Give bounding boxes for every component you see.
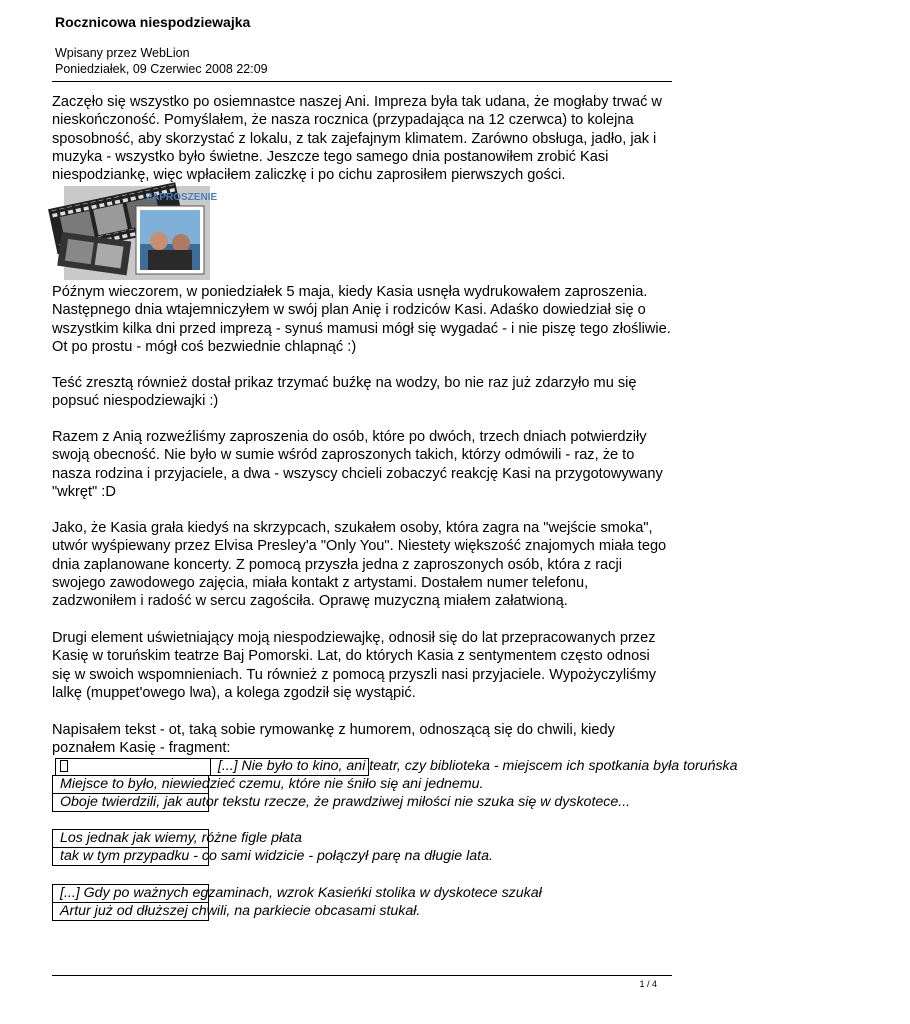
paragraph-3: Teść zresztą również dostał prikaz trzymać buźkę na wodzy, bo nie raz już zdarzyło mu się popsuć niespodziewajki :) xyxy=(52,375,637,410)
missing-glyph-icon xyxy=(60,760,68,772)
footer-divider xyxy=(52,975,672,976)
paragraph-1: Zaczęło się wszystko po osiemnastce naszej Ani. Impreza była tak udana, że mogłaby trwać w nieskończoność. Pomyślałem, że nasza rocznica (przypadająca na 12 czerwca) to kolejna sposobność, aby skorzystać z lokalu, z tak zajefajnym klimatem. Zarówno obsługa, jadło, jak i muzyka - wszystko było świetne. Jeszcze tego samego dnia postanowiłem zrobić Kasi niespodziankę, więc wpłaciłem zaliczkę i po cichu zaprosiłem pierwszych gości. xyxy=(52,94,662,184)
author-line: Wpisany przez WebLion xyxy=(55,46,190,60)
article-title: Rocznicowa niespodziewajka xyxy=(55,14,251,30)
poem-line: Artur już od dłuższej chwili, na parkiecie obcasami stukał. xyxy=(60,903,421,919)
placeholder-box xyxy=(55,758,211,776)
poem-line: Miejsce to było, niewiedzieć czemu, które nie śniło się ani jednemu. xyxy=(60,776,484,792)
header-divider xyxy=(52,81,672,82)
paragraph-4: Razem z Anią rozweźliśmy zaproszenia do osób, które po dwóch, trzech dniach potwierdziły swoją obecność. Nie było w sumie wśród zaproszonych takich, którzy odmówili - raz, że to nasza rodzina i przyjaciele, a dwa - wszyscy chcieli zobaczyć reakcję Kasi na przygotowywany "wkręt" :D xyxy=(52,429,663,500)
poem-line: tak w tym przypadku - co sami widzicie - połączył parę na długie lata. xyxy=(60,848,493,864)
poem-line: Oboje twierdzili, jak autor tekstu rzecze, że prawdziwej miłości nie szuka się w dyskotece... xyxy=(60,794,631,810)
paragraph-6: Drugi element uświetniający moją niespodziewajkę, odnosił się do lat przepracowanych przez Kasię w toruńskim teatrze Baj Pomorski. Lat, do których Kasia z sentymentem często odnosi się w swoich wspomnieniach. Tu również z pomocą przyszli nasi przyjaciele. Wypożyczyliśmy lalkę (muppet'owego lwa), a kolega zgodził się wystąpić. xyxy=(52,630,657,701)
invitation-photo xyxy=(64,186,218,280)
paragraph-5: Jako, że Kasia grała kiedyś na skrzypcach, szukałem osoby, która zagra na "wejście smoka", utwór wyśpiewany przez Elvisa Presley'a "Only You". Niestety większość znajomych miała tego dnia zaplanowane koncerty. Z pomocą przyszła jedna z zaproszonych osób, która z racji swojego zawodowego zajęcia, miała kontakt z artystami. Dostałem numer telefonu, zadzwoniłem i radość w sercu zagościła. Oprawę muzyczną miałem załatwioną. xyxy=(52,520,667,610)
poem-line: [...] Nie było to kino, ani teatr, czy biblioteka - miejscem ich spotkania była toruńska xyxy=(210,758,738,774)
page-number: 1 / 4 xyxy=(639,979,657,989)
date-line: Poniedziałek, 09 Czerwiec 2008 22:09 xyxy=(55,62,268,76)
invitation-photo-caption: ZAPROSZENIE xyxy=(146,192,218,203)
paragraph-7: Napisałem tekst - ot, taką sobie rymowankę z humorem, odnoszącą się do chwili, kiedy poznałem Kasię - fragment: xyxy=(52,722,615,757)
poem-line: Los jednak jak wiemy, różne figle płata xyxy=(60,830,302,846)
paragraph-2: Późnym wieczorem, w poniedziałek 5 maja, kiedy Kasia usnęła wydrukowałem zaproszenia. Następnego dnia wtajemniczyłem w swój plan Anię i rodziców Kasi. Adaśko dowiedział się o wszystkim kilka dni przed imprezą - synuś mamusi mógł się wygadać - i nie piszę tego złośliwie. Ot po prostu - mógł coś bezwiednie chlapnąć :) xyxy=(52,284,671,355)
poem-line: [...] Gdy po ważnych egzaminach, wzrok Kasieńki stolika w dyskotece szukał xyxy=(60,885,542,901)
